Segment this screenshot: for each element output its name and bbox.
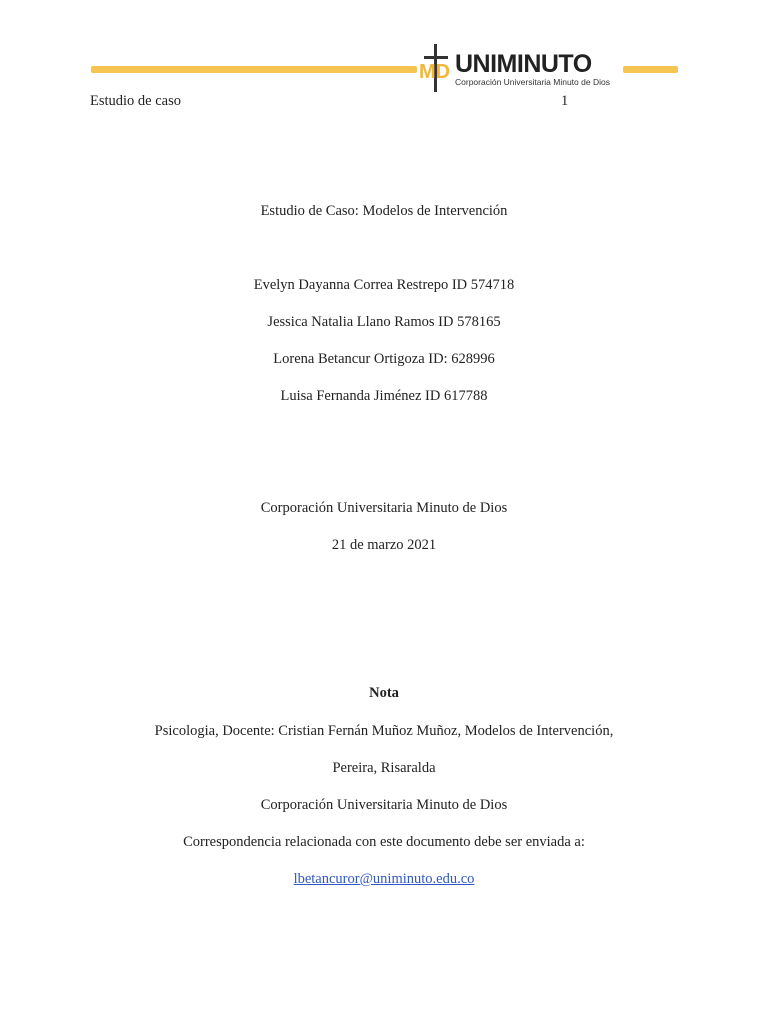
uniminuto-cross-logo-icon	[418, 42, 456, 94]
running-head: Estudio de caso	[90, 93, 182, 109]
document-title: Estudio de Caso: Modelos de Intervención	[260, 203, 508, 219]
note-email-line	[0, 871, 768, 888]
note-line-program: Psicologia, Docente: Cristian Fernán Muñoz Muñoz, Modelos de Intervención,	[154, 723, 614, 739]
note-heading: Nota	[369, 685, 399, 701]
note-line-institution: Corporación Universitaria Minuto de Dios	[260, 797, 508, 813]
email-link[interactable]: lbetancuror@uniminuto.edu.co	[293, 871, 475, 887]
uniminuto-logo	[418, 42, 618, 94]
logo-mark-letters: MD	[419, 61, 451, 83]
logo-name: UNIMINUTO	[455, 50, 592, 78]
institution: Corporación Universitaria Minuto de Dios	[260, 500, 508, 516]
author-4: Luisa Fernanda Jiménez ID 617788	[280, 388, 488, 404]
note-line-location: Pereira, Risaralda	[332, 760, 436, 776]
document-date: 21 de marzo 2021	[331, 537, 437, 553]
logo-subtitle: Corporación Universitaria Minuto de Dios	[455, 77, 610, 87]
note-line-correspondence: Correspondencia relacionada con este documento debe ser enviada a:	[183, 834, 585, 850]
author-3: Lorena Betancur Ortigoza ID: 628996	[273, 351, 495, 367]
header-accent-bar-right	[623, 66, 678, 73]
author-2: Jessica Natalia Llano Ramos ID 578165	[267, 314, 501, 330]
author-1: Evelyn Dayanna Correa Restrepo ID 574718	[253, 277, 515, 293]
header-accent-bar-left	[91, 66, 417, 73]
page-number: 1	[561, 93, 569, 109]
